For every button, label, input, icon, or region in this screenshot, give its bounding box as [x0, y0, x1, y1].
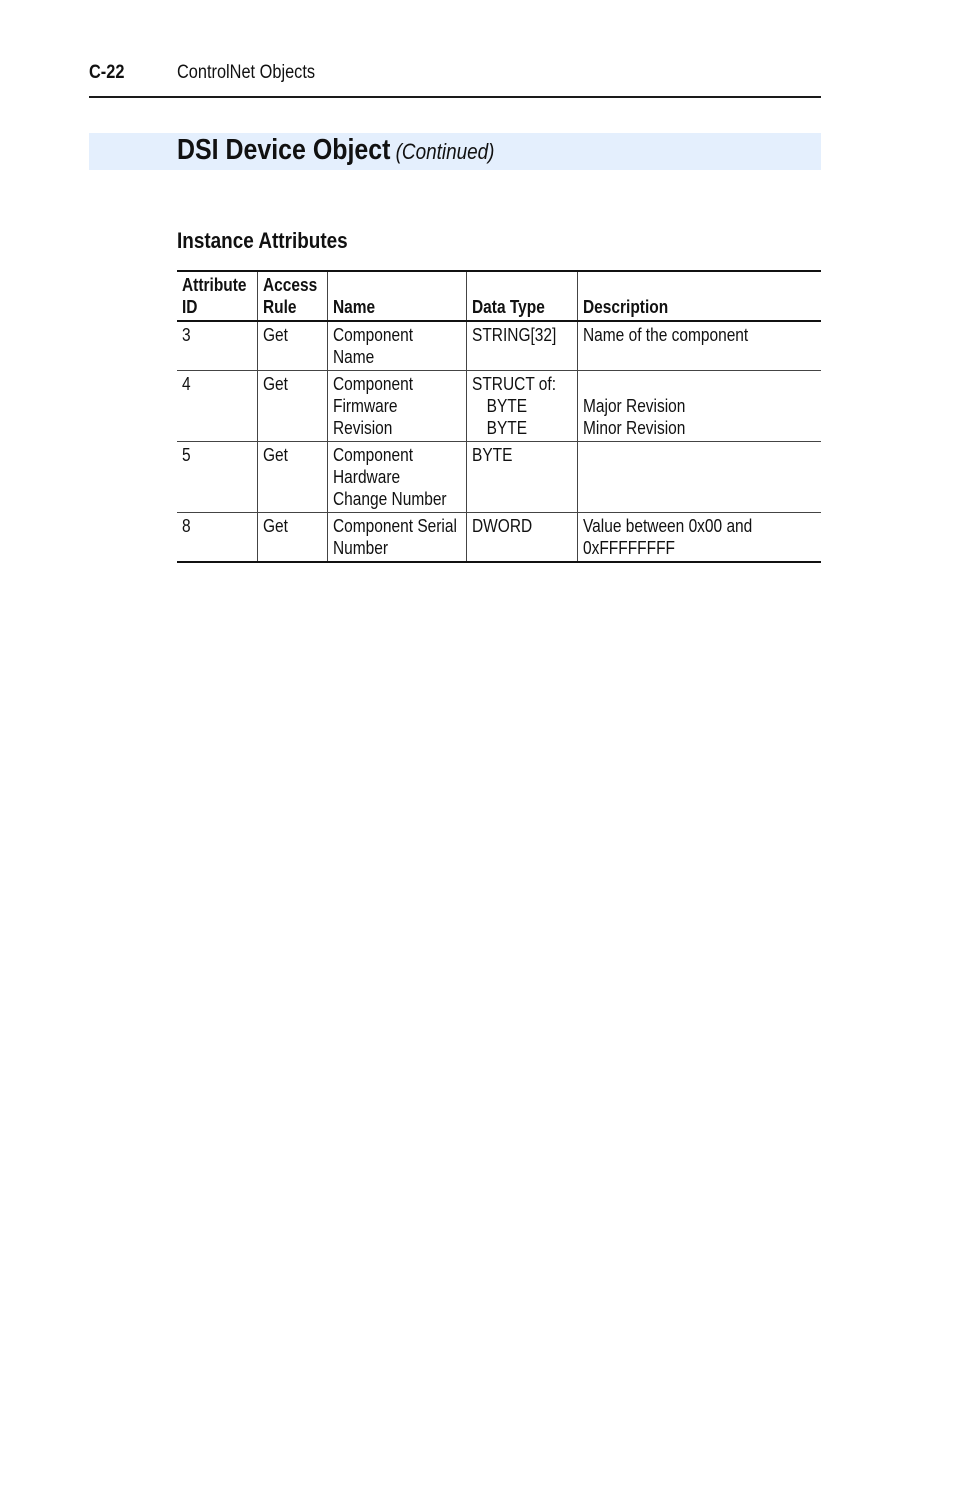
- cell-description: Major Revision Minor Revision: [577, 371, 821, 442]
- cell-name: Component Name: [327, 321, 466, 371]
- cell-access-rule: Get: [257, 321, 327, 371]
- col-header-name: Name: [327, 271, 466, 321]
- cell-access-rule: Get: [257, 371, 327, 442]
- cell-attribute-id: 3: [182, 325, 191, 345]
- table-row: [177, 442, 821, 513]
- table-row: [177, 321, 821, 371]
- page-title-continued: (Continued): [395, 139, 495, 164]
- page-title: [177, 133, 494, 169]
- page-title-main: DSI Device Object: [177, 134, 391, 166]
- table-row: [177, 371, 821, 442]
- col-header-data-type: Data Type: [466, 271, 577, 321]
- page-number: C-22: [89, 62, 125, 83]
- section-heading: Instance Attributes: [177, 228, 348, 253]
- cell-description: [577, 442, 821, 513]
- table-row: [177, 513, 821, 563]
- page-header: [89, 60, 821, 98]
- cell-attribute-id: 5: [182, 445, 191, 465]
- cell-data-type: STRING[32]: [466, 321, 577, 371]
- cell-description: Name of the component: [577, 321, 821, 371]
- cell-attribute-id: 4: [182, 374, 191, 394]
- instance-attributes-table: [177, 270, 821, 563]
- title-band: [89, 133, 821, 170]
- col-header-attribute-id: Attribute ID: [182, 275, 247, 317]
- col-header-description: Description: [577, 271, 821, 321]
- cell-access-rule: Get: [257, 513, 327, 563]
- cell-attribute-id: 8: [182, 516, 191, 536]
- cell-data-type: STRUCT of: BYTE BYTE: [466, 371, 577, 442]
- col-header-access-rule: Access Rule: [257, 271, 327, 321]
- cell-name: Component Serial Number: [327, 513, 466, 563]
- cell-data-type: DWORD: [466, 513, 577, 563]
- cell-access-rule: Get: [257, 442, 327, 513]
- cell-description: Value between 0x00 and 0xFFFFFFFF: [577, 513, 821, 563]
- cell-name: Component Firmware Revision: [327, 371, 466, 442]
- running-title: ControlNet Objects: [177, 62, 316, 83]
- cell-data-type: BYTE: [466, 442, 577, 513]
- cell-name: Component Hardware Change Number: [327, 442, 466, 513]
- table-header-row: [177, 271, 821, 321]
